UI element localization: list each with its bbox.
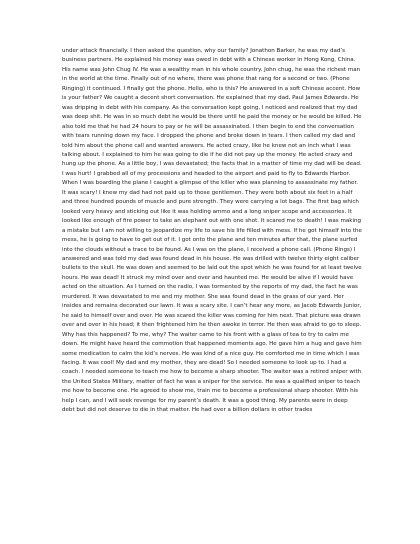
body-paragraph: under attack financially. I then asked the question, why our family? Jonathon Barker, he was my dad’s business partners. He explained his money was owed in debt with a Chinese worker in Hong Kong, China. His name was John Chug IV. He was a wealthy man in his whole country. John chug, he was the richest man in the world at the time. Finally out of no where, there was phone that rang for a second or two. (Phone Ringing) it continued. I finally got the phone. Hello, who is this? He answered in a soft Chinese accent. How is your father? We caught a decent short conversation. He explained that my dad, Paul James Edwards. He was dripping in debt with his company. As the conversation kept going, I noticed and realized that my dad was deep shit. He was in so much debt he would be there until he paid the money or he would be killed. He also told me that he had 24 hours to pay or he will be assassinated. I then begin to end the conversation with tears running down my face. I dropped the phone and broke down in tears. I then called my dad and told him about the phone call and wanted answers. He acted crazy, like he knew not an inch what I was talking about. I explained to him he was going to die if he did not pay up the money. He acted crazy and hung up the phone. As a little boy, I was devastated; the facts that in a matter of time my dad will be dead. I was hurt! I grabbed all of my processions and headed to the airport and paid to fly to Edwards Harbor. When I was boarding the plane I caught a glimpse of the killer who was planning to assassinate my father. It was scary! I knew my dad had not paid up to those gentlemen. They were both about six feet in a half and three hundred pounds of muscle and pure strength. They were carrying a lot bags. The first bag which looked very heavy and sticking out like it was holding ammo and a long sniper scope and accessories. It looked like enough of fire power to take an elephant out with one shot. It scared me to death! I was making a mistake but I am not willing to jeopardize my life to save his life filled with mess. If he got himself into the mess, he is going to have to get out of it. I got onto the plane and ten minutes after that, the plane surfed into the clouds without a trace to be found. As I was on the plane, I received a phone call. (Phone Rings) I answered and was told my dad was found dead in his house. He was drilled with twelve thirty eight caliber bullets to the skull. He was down and seemed to be laid out the spot which he was found for at least twelve hours. He was dead! It struck my mind over and over and haunted me. He would be alive if I would have acted on the situation. As I turned on the radio, I was tormented by the reports of my dad, the fact he was murdered. It was devastated to me and my mother. She was found dead in the grass of our yard. Her insides and remains decorated our lawn. It was a scary site. I can’t hear any more, as Jacob Edwards Junior, he said to himself over and over. He was scared the killer was coming for him next. That picture was drawn over and over in his head; it then frightened him he then awoke in terror. He then was afraid to go to sleep. Why has this happened? To me, why? The waiter came to his front with a glass of tea to try to calm me down. He might have heard the commotion that happened moments ago. He gave him a hug and gave him some medication to calm the kid’s nerves. He was kind of a nice guy. He comforted me in time which I was facing. It was cool! My dad and my mother, they are dead! So I needed someone to look up to. I had a coach. I needed someone to teach me how to become a sharp shooter. The waiter was a retired sniper with the United States Military, matter of fact he was a sniper for the service. He was a qualified sniper to teach me how to become one. He agreed to show me, train me to become a professional sharp shooter. With his help I can, and I will seek revenge for my parent’s death. It was a good thing. My parents were in deep debt but did not deserve to die in that matter. He had over a billion dollars in other trades [62, 48, 362, 414]
